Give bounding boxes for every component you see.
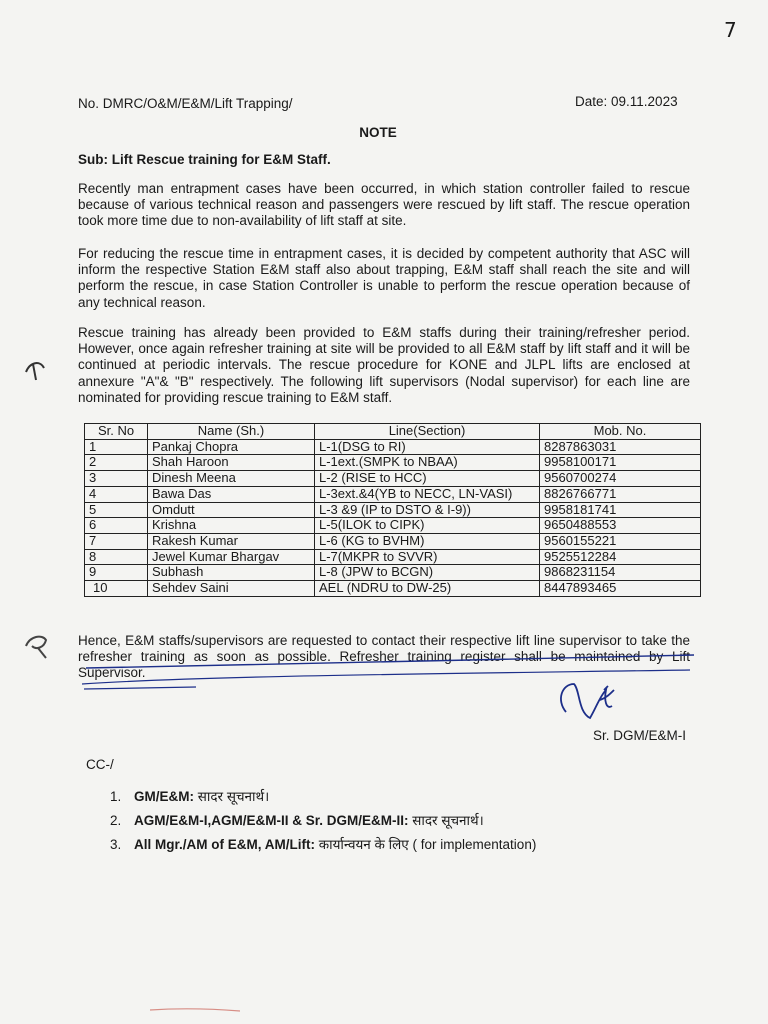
signatory-designation: Sr. DGM/E&M-I — [593, 728, 687, 743]
column-header-line: Line(Section) — [315, 424, 540, 440]
cc-item-number: 1. — [110, 789, 122, 804]
list-item — [110, 836, 536, 860]
cell-mobile: 8287863031 — [540, 439, 701, 455]
cell-line: L-1ext.(SMPK to NBAA) — [315, 455, 540, 471]
cell-line: L-3 &9 (IP to DSTO & I-9)) — [315, 502, 540, 518]
cell-mobile: 8447893465 — [540, 581, 701, 597]
underline-stroke-2 — [82, 670, 690, 684]
cell-line: L-7(MKPR to SVVR) — [315, 549, 540, 565]
cell-mobile: 9958100171 — [540, 455, 701, 471]
cell-line: AEL (NDRU to DW-25) — [315, 581, 540, 597]
underline-stroke-3 — [84, 687, 196, 689]
paragraph-3: Rescue training has already been provided to E&M staffs during their training/refresher period. However, once again refresher training at site will be provided to all E&M staff by lift staff and it will be continued at periodic intervals. The rescue procedure for KONE and JLPL lifts are enclosed at annexure "A"& "B" respectively. The following lift supervisors (Nodal supervisor) for each line are nominated for providing rescue training to E&M staff. — [78, 325, 690, 405]
cell-line: L-1(DSG to RI) — [315, 439, 540, 455]
cell-name: Sehdev Saini — [148, 581, 315, 597]
document-title-text: NOTE — [359, 125, 397, 140]
cell-mobile: 9560155221 — [540, 533, 701, 549]
margin-mark-2 — [26, 637, 46, 658]
cell-sr-no: 5 — [85, 502, 148, 518]
cc-item-purpose: सादर सूचनार्थ। — [194, 789, 270, 804]
cell-name: Omdutt — [148, 502, 315, 518]
document-date: Date: 09.11.2023 — [575, 94, 678, 109]
cell-sr-no: 1 — [85, 439, 148, 455]
reference-number: No. DMRC/O&M/E&M/Lift Trapping/ — [78, 96, 293, 111]
bottom-ink-stroke — [150, 1009, 240, 1011]
cell-mobile: 9525512284 — [540, 549, 701, 565]
subject-line: Sub: Lift Rescue training for E&M Staff. — [78, 152, 331, 167]
cell-line: L-6 (KG to BVHM) — [315, 533, 540, 549]
cc-list — [110, 788, 536, 860]
cc-item-number: 2. — [110, 813, 122, 828]
column-header-sr-no: Sr. No — [85, 424, 148, 440]
cc-item-number: 3. — [110, 837, 122, 852]
paragraph-1: Recently man entrapment cases have been occurred, in which station controller failed to rescue because of various technical reason and passengers were rescued by lift staff. The rescue operation took more time due to non-availability of lift staff at site. — [78, 181, 690, 229]
cell-name: Dinesh Meena — [148, 471, 315, 487]
cc-item-purpose: कार्यान्वयन के लिए ( for implementation) — [314, 837, 537, 852]
cc-label: CC-/ — [86, 757, 114, 772]
cell-mobile: 9560700274 — [540, 471, 701, 487]
cell-line: L-5(ILOK to CIPK) — [315, 518, 540, 534]
cell-mobile: 8826766771 — [540, 486, 701, 502]
cell-sr-no: 8 — [85, 549, 148, 565]
cc-item-recipient: AGM/E&M-I,AGM/E&M-II & Sr. DGM/E&M-II: — [134, 813, 409, 828]
cell-mobile: 9958181741 — [540, 502, 701, 518]
cell-sr-no: 6 — [85, 518, 148, 534]
cell-name: Bawa Das — [148, 486, 315, 502]
cell-sr-no: 4 — [85, 486, 148, 502]
cell-sr-no: 9 — [85, 565, 148, 581]
cell-mobile: 9868231154 — [540, 565, 701, 581]
cell-line: L-3ext.&4(YB to NECC, LN-VASI) — [315, 486, 540, 502]
cell-name: Jewel Kumar Bhargav — [148, 549, 315, 565]
column-header-mobile: Mob. No. — [540, 424, 701, 440]
cell-name: Pankaj Chopra — [148, 439, 315, 455]
cell-name: Subhash — [148, 565, 315, 581]
cell-sr-no: 2 — [85, 455, 148, 471]
cell-line: L-2 (RISE to HCC) — [315, 471, 540, 487]
cc-item-purpose: सादर सूचनार्थ। — [408, 813, 484, 828]
cell-line: L-8 (JPW to BCGN) — [315, 565, 540, 581]
closing-paragraph: Hence, E&M staffs/supervisors are requested to contact their respective lift line supervisor to take the refresher training as soon as possible. Refresher training register shall be maintained by Lift Supervisor. — [78, 633, 690, 681]
list-item — [110, 812, 536, 836]
page-number: 7 — [724, 18, 737, 42]
cell-mobile: 9650488553 — [540, 518, 701, 534]
cc-item-recipient: GM/E&M: — [134, 789, 194, 804]
column-header-name: Name (Sh.) — [148, 424, 315, 440]
margin-mark-1 — [26, 363, 44, 380]
cell-name: Rakesh Kumar — [148, 533, 315, 549]
cell-name: Shah Haroon — [148, 455, 315, 471]
cell-name: Krishna — [148, 518, 315, 534]
cell-sr-no: 10 — [85, 581, 148, 597]
cell-sr-no: 7 — [85, 533, 148, 549]
underline-stroke-1 — [86, 655, 694, 668]
signature — [561, 684, 614, 718]
cc-item-recipient: All Mgr./AM of E&M, AM/Lift: — [134, 837, 315, 852]
list-item — [110, 788, 536, 812]
cell-sr-no: 3 — [85, 471, 148, 487]
paragraph-2: For reducing the rescue time in entrapment cases, it is decided by competent authority that ASC will inform the respective Station E&M staff also about trapping, E&M staff shall reach the site and will perform the rescue, in case Station Controller is unable to perform the rescue operation because of any technical reason. — [78, 246, 690, 310]
